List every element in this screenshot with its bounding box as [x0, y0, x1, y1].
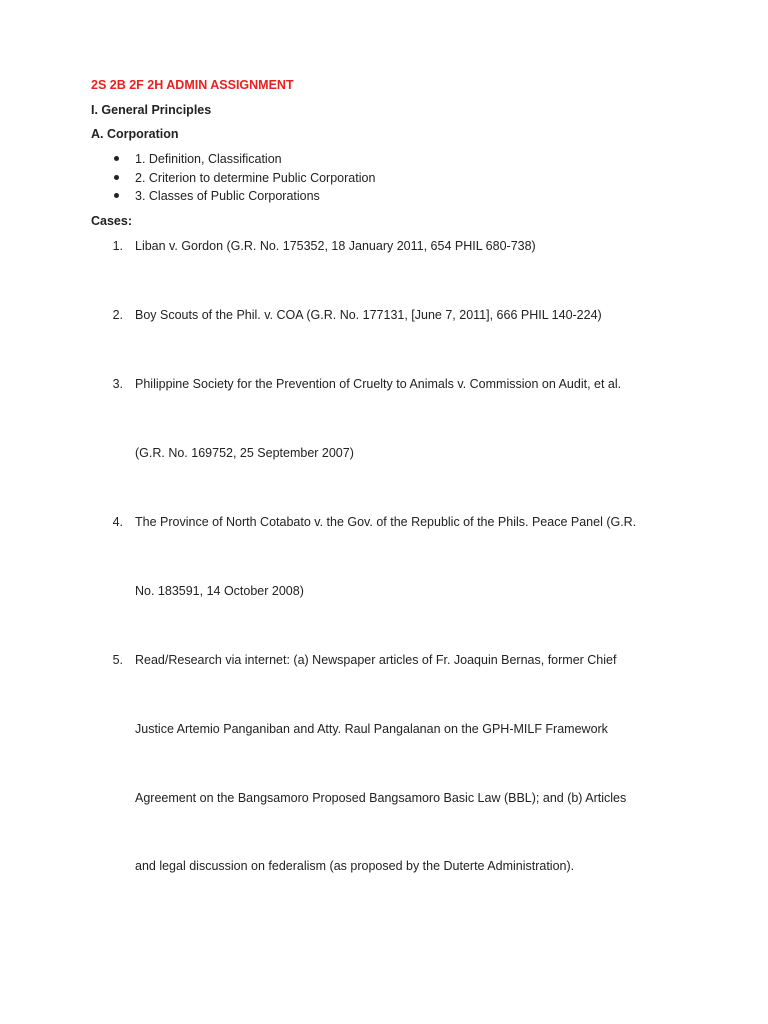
case-line: (G.R. No. 169752, 25 September 2007) [135, 446, 354, 460]
case-line: and legal discussion on federalism (as proposed by the Duterte Administration). [135, 859, 575, 873]
bullet-item: 1. Definition, Classification [135, 152, 282, 166]
case-number: 2. [112, 308, 123, 322]
bullet-icon [114, 175, 119, 180]
case-line: No. 183591, 14 October 2008) [135, 584, 304, 598]
section-heading: I. General Principles [91, 103, 212, 117]
document-title: 2S 2B 2F 2H ADMIN ASSIGNMENT [91, 78, 294, 92]
bullet-icon [114, 156, 119, 161]
case-line: Liban v. Gordon (G.R. No. 175352, 18 January 2011, 654 PHIL 680-738) [135, 239, 536, 253]
case-line: Agreement on the Bangsamoro Proposed Bangsamoro Basic Law (BBL); and (b) Articles [135, 791, 627, 805]
bullet-item: 2. Criterion to determine Public Corporation [135, 171, 376, 185]
case-line: The Province of North Cotabato v. the Gov. of the Republic of the Phils. Peace Panel (G.R. [135, 515, 637, 529]
case-number: 3. [112, 377, 123, 391]
bullet-icon [114, 193, 119, 198]
case-line: Read/Research via internet: (a) Newspaper articles of Fr. Joaquin Bernas, former Chief [135, 653, 617, 667]
case-number: 5. [112, 653, 123, 667]
case-line: Justice Artemio Panganiban and Atty. Raul Pangalanan on the GPH-MILF Framework [135, 722, 608, 736]
case-number: 1. [112, 239, 123, 253]
case-line: Boy Scouts of the Phil. v. COA (G.R. No. 177131, [June 7, 2011], 666 PHIL 140-224) [135, 308, 602, 322]
cases-heading: Cases: [91, 214, 132, 228]
subsection-heading: A. Corporation [91, 127, 179, 141]
bullet-item: 3. Classes of Public Corporations [135, 189, 320, 203]
case-number: 4. [112, 515, 123, 529]
case-line: Philippine Society for the Prevention of Cruelty to Animals v. Commission on Audit, et al. [135, 377, 622, 391]
